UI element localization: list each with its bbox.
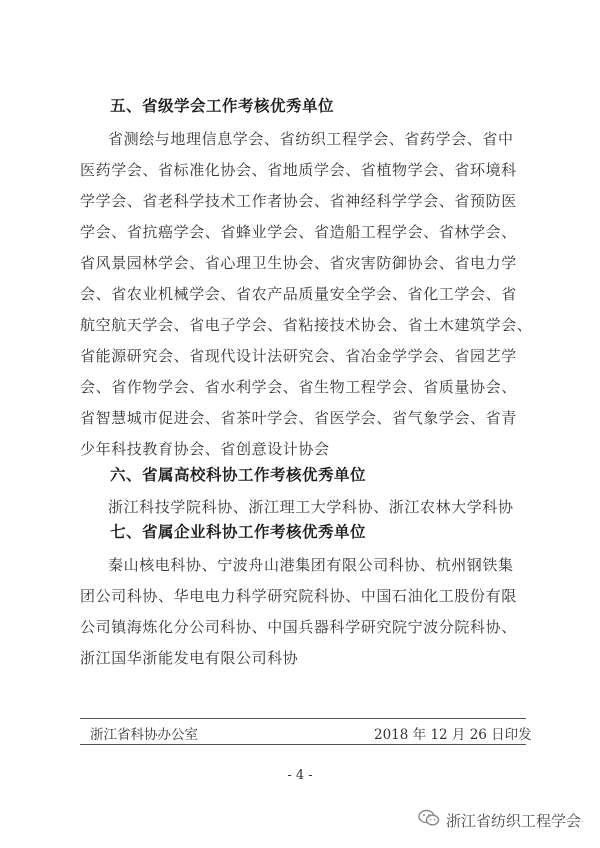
section-5-line: 省风景园林学会、省心理卫生协会、省灾害防御协会、省电力学 [80,254,517,272]
section-6-line: 浙江科技学院科协、浙江理工大学科协、浙江农林大学科协 [108,498,514,516]
wechat-icon [418,809,440,831]
section-5-line: 少年科技教育协会、省创意设计协会 [80,440,330,458]
footer-bottom-rule [80,744,526,745]
section-5-line: 学学会、省老科学技术工作者协会、省神经科学学会、省预防医 [80,192,517,210]
watermark-text: 浙江省纺织工程学会 [446,811,582,830]
section-5-line: 会、省农业机械学会、省农产品质量安全学会、省化工学会、省 [80,285,517,303]
section-7-line: 公司镇海炼化分公司科协、中国兵器科学研究院宁波分院科协、 [80,618,517,636]
section-5-line: 省能源研究会、省现代设计法研究会、省冶金学学会、省园艺学 [80,347,517,365]
section-5-line: 省智慧城市促进会、省茶叶学会、省医学会、省气象学会、省青 [80,409,517,427]
section-5-line: 省测绘与地理信息学会、省纺织工程学会、省药学会、省中 [108,130,514,148]
section-7-line: 团公司科协、华电电力科学研究院科协、中国石油化工股份有限 [80,587,517,605]
section-6-heading: 六、省属高校科协工作考核优秀单位 [110,466,367,484]
footer-top-rule [80,718,526,719]
section-5-heading: 五、省级学会工作考核优秀单位 [110,97,335,115]
page-number: - 4 - [287,768,313,783]
footer-issuer: 浙江省科协办公室 [90,727,198,743]
section-5-line: 学会、省抗癌学会、省蜂业学会、省造船工程学会、省林学会、 [80,223,517,241]
watermark [418,808,581,832]
section-7-heading: 七、省属企业科协工作考核优秀单位 [110,523,367,541]
footer-date: 2018 年 12 月 26 日印发 [374,727,532,743]
section-7-line: 浙江国华浙能发电有限公司科协 [80,649,299,667]
section-7-line: 秦山核电科协、宁波舟山港集团有限公司科协、杭州钢铁集 [108,556,514,574]
section-5-line: 航空航天学会、省电子学会、省粘接技术协会、省土木建筑学会、 [80,316,533,334]
section-5-line: 医药学会、省标准化协会、省地质学会、省植物学会、省环境科 [80,161,517,179]
section-5-line: 会、省作物学会、省水利学会、省生物工程学会、省质量协会、 [80,378,517,396]
